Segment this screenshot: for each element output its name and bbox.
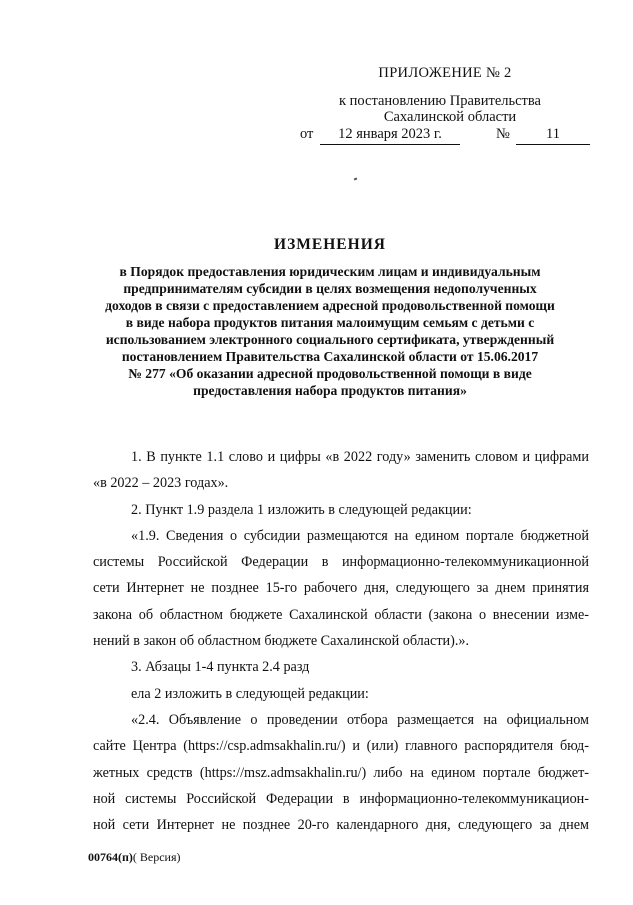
body-line: сети Интернет не позднее 15-го рабочего дня, следующего за днем принятия [93, 580, 589, 597]
body-line: «в 2022 – 2023 годах». [93, 475, 229, 492]
subheading-line: предоставления набора продуктов питания» [193, 383, 467, 398]
resolution-date-number-row [300, 125, 600, 147]
scan-speck [354, 178, 358, 181]
resolution-date: 12 января 2023 г. [320, 125, 460, 145]
footer-document-code [88, 850, 181, 865]
document-subheading [90, 263, 570, 399]
number-label: № [496, 126, 510, 142]
body-line: «1.9. Сведения о субсидии размещаются на едином портале бюджетной [131, 527, 589, 544]
body-line: закона об областном бюджете Сахалинской области (закона о внесении изме- [93, 606, 589, 623]
document-heading: ИЗМЕНЕНИЯ [274, 236, 386, 253]
body-line: нений в закон об областном бюджете Сахалинской области).». [93, 633, 470, 650]
subheading-line: использованием электронного социального сертификата, утвержденный [105, 332, 555, 347]
body-line: системы Российской Федерации в информационно-телекоммуникационной [93, 554, 589, 571]
subheading-line: предпринимателям субсидии в целях возмещения недополученных [123, 281, 537, 296]
document-body [93, 444, 589, 838]
body-line: 3. Абзацы 1-4 пункта 2.4 разд [131, 659, 310, 676]
appendix-line-2: Сахалинской области [383, 109, 517, 125]
subheading-line: в Порядок предоставления юридическим лицам и индивидуальным [119, 264, 541, 279]
subheading-line: постановлением Правительства Сахалинской области от 15.06.2017 [121, 349, 539, 364]
body-line: 2. Пункт 1.9 раздела 1 изложить в следующей редакции: [131, 501, 472, 518]
subheading-line: № 277 «Об оказании адресной продовольственной помощи в виде [128, 366, 532, 381]
subheading-line: доходов в связи с предоставлением адресной продовольственной помощи [105, 298, 555, 313]
document-code: 00764(п) [88, 850, 133, 864]
body-line: жетных средств (https://msz.admsakhalin.ru/) либо на едином портале бюджет- [93, 764, 589, 781]
body-line: сайте Центра (https://csp.admsakhalin.ru/) и (или) главного распорядителя бюд- [93, 738, 589, 755]
appendix-line-1: к постановлению Правительства [339, 93, 541, 109]
body-line: ной системы Российской Федерации в информационно-телекоммуникацион- [93, 790, 589, 807]
body-line: 1. В пункте 1.1 слово и цифры «в 2022 году» заменить словом и цифрами [131, 449, 589, 465]
resolution-number: 11 [516, 125, 590, 145]
document-version: ( Версия) [132, 850, 181, 864]
body-line: «2.4. Объявление о проведении отбора размещается на официальном [131, 711, 589, 728]
subheading-line: в виде набора продуктов питания малоимущим семьям с детьми с [125, 315, 535, 330]
body-line: ной сети Интернет не позднее 20-го календарного дня, следующего за днем [93, 817, 589, 834]
body-line: ела 2 изложить в следующей редакции: [131, 685, 369, 702]
appendix-title: ПРИЛОЖЕНИЕ № 2 [378, 65, 512, 81]
from-label: от [300, 126, 314, 142]
